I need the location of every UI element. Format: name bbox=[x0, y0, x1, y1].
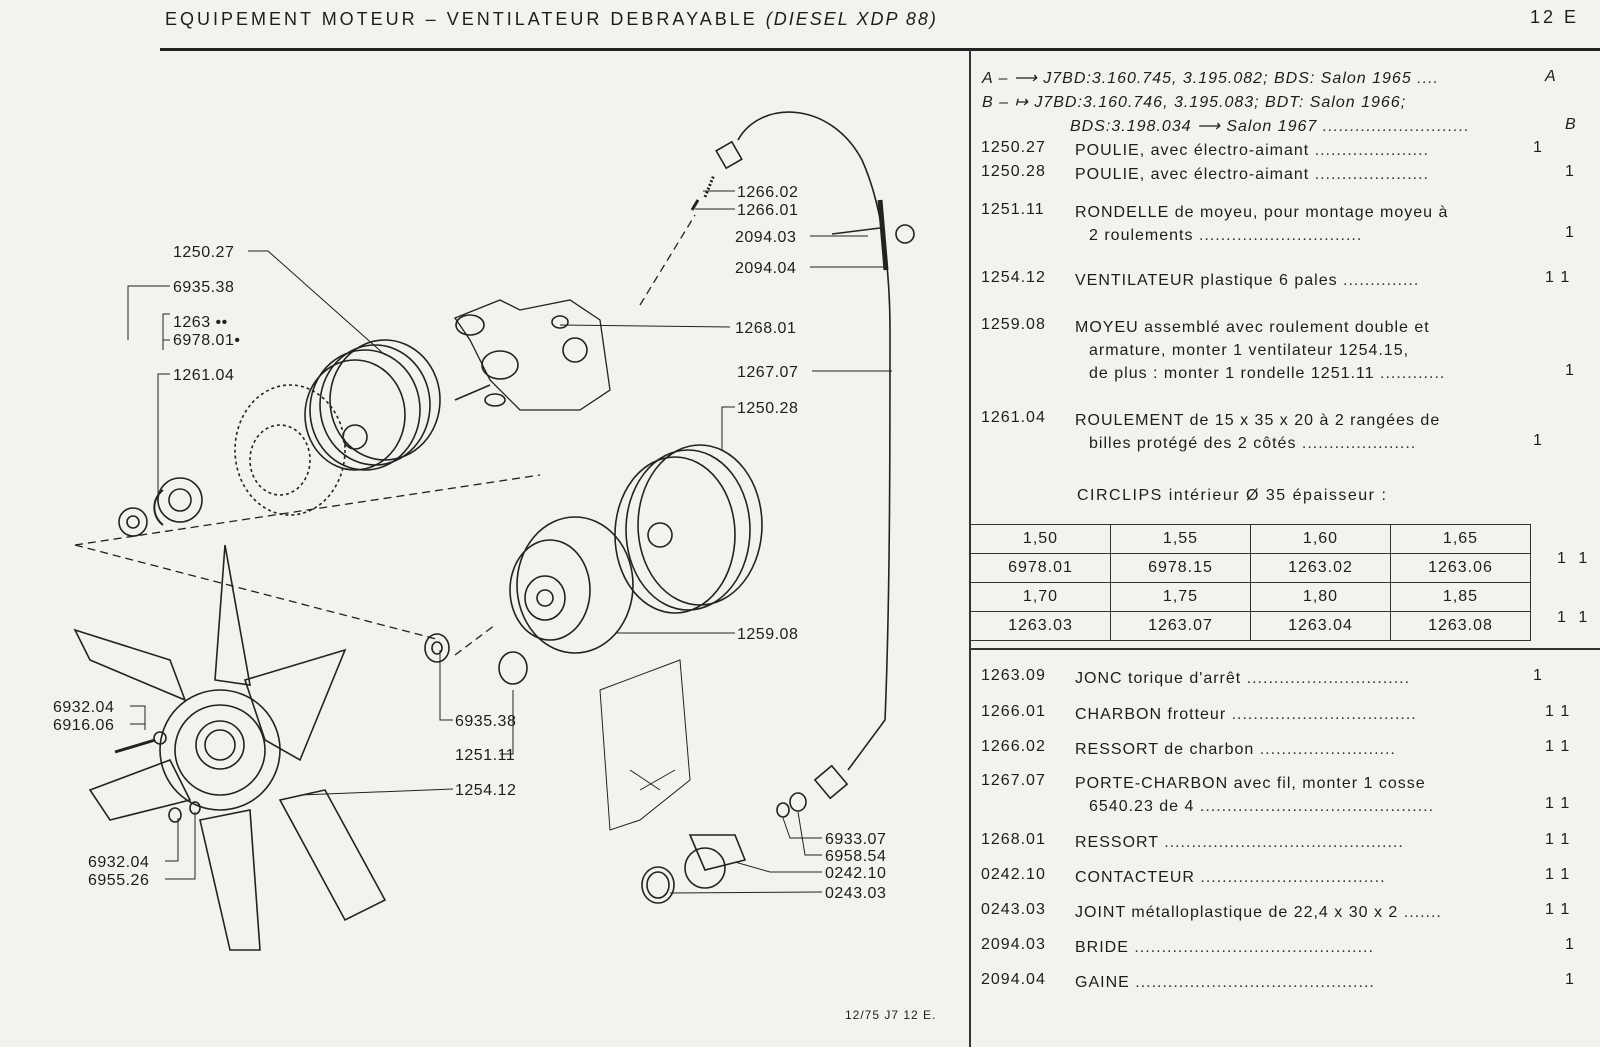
part-ref: 1259.08 bbox=[981, 316, 1046, 333]
part-qty: 1 bbox=[1565, 971, 1575, 988]
callout-0243-03: 0243.03 bbox=[825, 885, 887, 902]
callout-6916-06: 6916.06 bbox=[53, 717, 115, 734]
part-ref: 1250.27 bbox=[981, 139, 1046, 156]
part-desc: POULIE, avec électro-aimant ..................... bbox=[1075, 142, 1429, 159]
part-qty: 1 bbox=[1565, 362, 1575, 379]
table-cell: 1263.06 bbox=[1391, 554, 1531, 583]
part-ref: 2094.03 bbox=[981, 936, 1046, 953]
part-ref: 0243.03 bbox=[981, 901, 1046, 918]
part-qty: 1 bbox=[1533, 432, 1543, 449]
table-cell: 1,60 bbox=[1251, 525, 1391, 554]
part-ref: 1250.28 bbox=[981, 163, 1046, 180]
part-ref: 1263.09 bbox=[981, 667, 1046, 684]
table-cell: 1263.02 bbox=[1251, 554, 1391, 583]
part-desc: CHARBON frotteur .................................. bbox=[1075, 706, 1417, 723]
part-desc: RESSORT ............................................ bbox=[1075, 834, 1404, 851]
callout-2094-03: 2094.03 bbox=[735, 229, 797, 246]
callout-6978-01: 6978.01• bbox=[173, 332, 241, 349]
callout-6958-54: 6958.54 bbox=[825, 848, 887, 865]
variant-a: A – ⟶ J7BD:3.160.745, 3.195.082; BDS: Salon 1965 .... bbox=[982, 70, 1439, 87]
table-cell: 1263.07 bbox=[1111, 612, 1251, 641]
part-qty: 1 bbox=[1533, 139, 1543, 156]
part-qty: 1 1 bbox=[1545, 901, 1571, 918]
table-cell: 1,70 bbox=[971, 583, 1111, 612]
table-cell: 6978.01 bbox=[971, 554, 1111, 583]
table-divider bbox=[970, 648, 1600, 650]
callout-1263: 1263 •• bbox=[173, 314, 228, 331]
callout-1261-04: 1261.04 bbox=[173, 367, 235, 384]
page-code: 12 E bbox=[1530, 7, 1580, 27]
part-qty: 1 1 bbox=[1545, 703, 1571, 720]
table-cell: 1263.03 bbox=[971, 612, 1111, 641]
exploded-diagram bbox=[0, 52, 965, 1012]
part-desc: VENTILATEUR plastique 6 pales .............. bbox=[1075, 272, 1420, 289]
table-cell: 1,85 bbox=[1391, 583, 1531, 612]
circlips-qty-row2: 1 1 bbox=[1557, 550, 1592, 567]
callout-1254-12: 1254.12 bbox=[455, 782, 517, 799]
part-ref: 2094.04 bbox=[981, 971, 1046, 988]
table-cell: 1,80 bbox=[1251, 583, 1391, 612]
header-rule bbox=[160, 48, 1600, 51]
pulley-1250-27 bbox=[305, 340, 440, 470]
part-qty: 1 bbox=[1533, 667, 1543, 684]
table-cell: 1263.04 bbox=[1251, 612, 1391, 641]
part-qty: 1 1 bbox=[1545, 738, 1571, 755]
part-desc: ROULEMENT de 15 x 35 x 20 à 2 rangées de billes protégé des 2 côtés ..................... bbox=[1075, 412, 1441, 452]
page-title bbox=[165, 9, 938, 30]
callout-2094-04: 2094.04 bbox=[735, 260, 797, 277]
callout-6932-04-a: 6932.04 bbox=[53, 699, 115, 716]
part-desc: RESSORT de charbon ......................... bbox=[1075, 741, 1396, 758]
callout-1259-08: 1259.08 bbox=[737, 626, 799, 643]
table-row bbox=[971, 583, 1531, 612]
circlips-table bbox=[970, 524, 1531, 641]
table-cell: 1,50 bbox=[971, 525, 1111, 554]
callout-1266-02: 1266.02 bbox=[737, 184, 799, 201]
part-desc: POULIE, avec électro-aimant ..................... bbox=[1075, 166, 1429, 183]
callout-6932-04-b: 6932.04 bbox=[88, 854, 150, 871]
part-qty: 1 bbox=[1565, 936, 1575, 953]
part-desc: GAINE ............................................ bbox=[1075, 974, 1375, 991]
title-main: EQUIPEMENT MOTEUR – VENTILATEUR DEBRAYABLE bbox=[165, 9, 758, 29]
circlips-qty-row4: 1 1 bbox=[1557, 609, 1592, 626]
part-ref: 1261.04 bbox=[981, 409, 1046, 426]
callout-1268-01: 1268.01 bbox=[735, 320, 797, 337]
variant-b-line2: BDS:3.198.034 ⟶ Salon 1967 ........................... bbox=[1070, 118, 1470, 135]
callout-1251-11: 1251.11 bbox=[455, 747, 516, 764]
callout-1267-07: 1267.07 bbox=[737, 364, 799, 381]
callout-6935-38-b: 6935.38 bbox=[455, 713, 517, 730]
part-qty: 1 1 bbox=[1545, 831, 1571, 848]
part-desc: MOYEU assemblé avec roulement double et armature, monter 1 ventilateur 1254.15, de plus : monter 1 rondelle 1251.11 ............ bbox=[1075, 319, 1446, 382]
part-ref: 1266.01 bbox=[981, 703, 1046, 720]
part-desc: JONC torique d'arrêt .............................. bbox=[1075, 670, 1411, 687]
part-ref: 1268.01 bbox=[981, 831, 1046, 848]
part-qty: 1 1 bbox=[1545, 269, 1571, 286]
table-row bbox=[971, 612, 1531, 641]
variant-b-tag: B bbox=[1565, 116, 1577, 133]
table-cell: 1,55 bbox=[1111, 525, 1251, 554]
part-qty: 1 1 bbox=[1545, 795, 1571, 812]
part-desc: BRIDE ............................................ bbox=[1075, 939, 1374, 956]
fan-1254-12 bbox=[75, 545, 385, 950]
part-ref: 1267.07 bbox=[981, 772, 1046, 789]
part-desc: RONDELLE de moyeu, pour montage moyeu à 2 roulements .............................. bbox=[1075, 204, 1449, 244]
part-qty: 1 bbox=[1565, 163, 1575, 180]
part-desc: CONTACTEUR .................................. bbox=[1075, 869, 1386, 886]
title-model: (DIESEL XDP 88) bbox=[765, 9, 938, 29]
part-ref: 1251.11 bbox=[981, 201, 1045, 218]
part-qty: 1 1 bbox=[1545, 866, 1571, 883]
part-ref: 0242.10 bbox=[981, 866, 1046, 883]
callout-0242-10: 0242.10 bbox=[825, 865, 887, 882]
table-cell: 1263.08 bbox=[1391, 612, 1531, 641]
variant-b-line1: B – ↦ J7BD:3.160.746, 3.195.083; BDT: Salon 1966; bbox=[982, 94, 1407, 111]
part-ref: 1254.12 bbox=[981, 269, 1046, 286]
callout-1266-01: 1266.01 bbox=[737, 202, 799, 219]
table-cell: 1,75 bbox=[1111, 583, 1251, 612]
variant-a-tag: A bbox=[1545, 68, 1557, 85]
table-row bbox=[971, 525, 1531, 554]
part-ref: 1266.02 bbox=[981, 738, 1046, 755]
callout-6935-38-a: 6935.38 bbox=[173, 279, 235, 296]
part-qty: 1 bbox=[1565, 224, 1575, 241]
pulley-1250-28 bbox=[615, 445, 762, 613]
table-cell: 6978.15 bbox=[1111, 554, 1251, 583]
circlips-title: CIRCLIPS intérieur Ø 35 épaisseur : bbox=[1077, 487, 1388, 504]
callout-1250-28: 1250.28 bbox=[737, 400, 799, 417]
part-desc: PORTE-CHARBON avec fil, monter 1 cosse 6540.23 de 4 ........................................... bbox=[1075, 775, 1435, 815]
table-cell: 1,65 bbox=[1391, 525, 1531, 554]
variant-a-text: A – ⟶ J7BD:3.160.745, 3.195.082; BDS: Salon 1965 bbox=[982, 70, 1412, 87]
table-row bbox=[971, 554, 1531, 583]
part-desc: JOINT métalloplastique de 22,4 x 30 x 2 ....... bbox=[1075, 904, 1442, 921]
callout-6955-26: 6955.26 bbox=[88, 872, 150, 889]
callout-1250-27: 1250.27 bbox=[173, 244, 235, 261]
page-footer: 12/75 J7 12 E. bbox=[845, 1008, 937, 1022]
callout-6933-07: 6933.07 bbox=[825, 831, 887, 848]
